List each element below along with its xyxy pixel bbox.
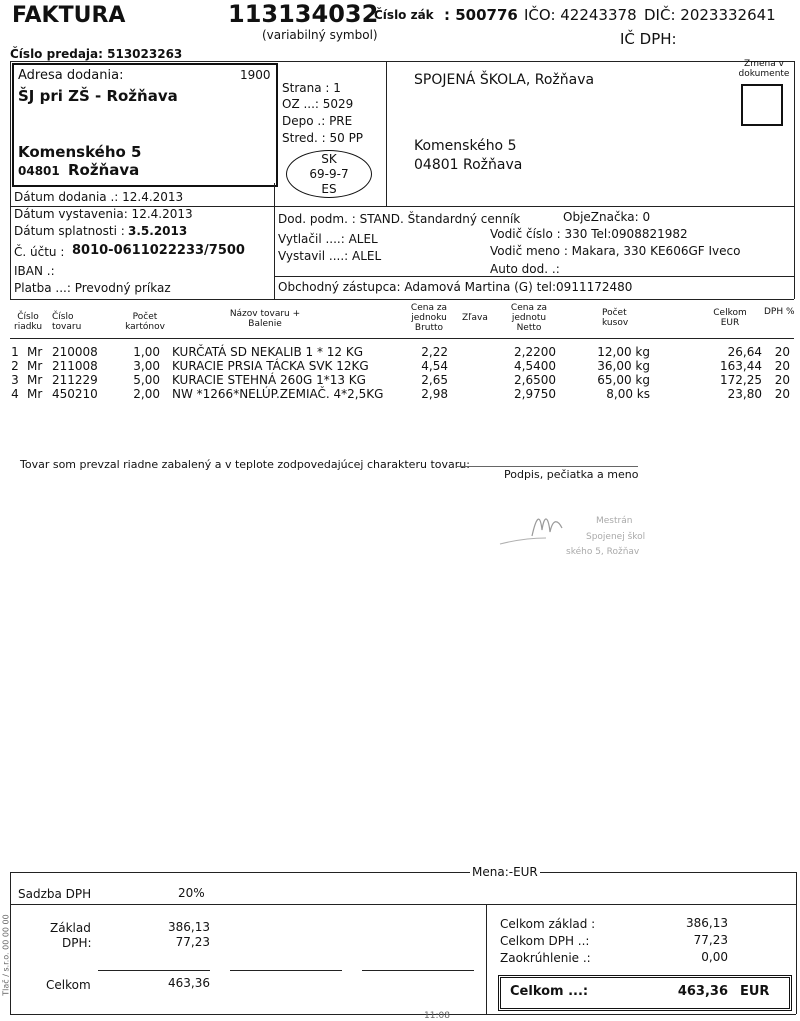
table-header-divider (10, 338, 794, 339)
frame-mid (386, 61, 387, 206)
cell-price-netto: 2,2200 (514, 345, 556, 359)
frame-left (10, 61, 11, 299)
stamp-line-3: ES (321, 182, 337, 196)
stamp-line-1: SK (321, 152, 337, 166)
vat-rate: 20% (178, 886, 205, 900)
cell-line-no: 3 (11, 373, 19, 387)
delivery-zip: 04801 (18, 164, 60, 178)
grand-total-label: Celkom ...: (510, 984, 589, 999)
grand-label: Celkom (46, 978, 91, 992)
cell-total: 26,64 (727, 345, 762, 359)
stamp-text-1: Mestrán (596, 516, 633, 526)
account-number: 8010-0611022233/7500 (72, 243, 245, 258)
table-top-divider (10, 299, 794, 300)
currency-label: Mena:-EUR (472, 865, 538, 879)
cell-cartons: 3,00 (133, 359, 160, 373)
footer-fragment: 11:08 (424, 1011, 450, 1021)
cell-line-no: 1 (11, 345, 19, 359)
rounding-value: 0,00 (701, 950, 728, 964)
driver-number: Vodič číslo : 330 Tel:0908821982 (490, 227, 688, 241)
cell-item-name: KURACIE PRSIA TÁCKA SVK 12KG (172, 359, 369, 373)
totals-base: 386,13 (686, 916, 728, 930)
cell-total: 163,44 (720, 359, 762, 373)
depo-info: Depo .: PRE (282, 114, 353, 128)
recipient-city: 04801 Rožňava (414, 157, 523, 173)
th-vat: DPH % (764, 307, 795, 317)
stamp-text-3: ského 5, Rožňav (566, 547, 640, 557)
cell-unit: Mr (27, 345, 43, 359)
customer-no-label: Číslo zák (374, 8, 434, 22)
signature-line (456, 466, 638, 467)
document-title: FAKTURA (12, 3, 126, 28)
header-divider (10, 61, 794, 62)
delivery-label: Adresa dodania: (18, 68, 124, 83)
cell-price-netto: 2,6500 (514, 373, 556, 387)
delivery-vehicle: Auto dod. .: (490, 262, 560, 276)
iban-label: IBAN .: (14, 264, 55, 278)
th-discount: Zľava (462, 313, 488, 323)
cell-cartons: 1,00 (133, 345, 160, 359)
cell-item-name: KURACIE STEHNÁ 260G 1*13 KG (172, 373, 366, 387)
delivery-date: Dátum dodania .: 12.4.2013 (14, 190, 184, 204)
cell-total: 172,25 (720, 373, 762, 387)
delivery-terms: Dod. podm. : STAND. Štandardný cenník (278, 212, 521, 226)
ic-dph-label: IČ DPH: (620, 30, 677, 48)
rounding-label: Zaokrúhlenie .: (500, 951, 591, 965)
sales-rep: Obchodný zástupca: Adamová Martina (G) tel:0911172480 (278, 280, 633, 294)
cell-item-code: 211229 (52, 373, 98, 387)
cell-line-no: 2 (11, 359, 19, 373)
cell-quantity: 12,00 kg (597, 345, 650, 359)
page-info: Strana : 1 (282, 81, 341, 95)
delivery-street: Komenského 5 (18, 143, 142, 161)
signature-label: Podpis, pečiatka a meno (504, 468, 639, 481)
totals-vat: 77,23 (693, 933, 728, 947)
dates-divider (274, 183, 275, 299)
cell-price-brutto: 2,98 (421, 387, 448, 401)
cell-item-name: NW *1266*NELÚP.ZEMIAČ. 4*2,5KG (172, 387, 384, 401)
cell-cartons: 5,00 (133, 373, 160, 387)
variable-symbol-label: (variabilný symbol) (262, 28, 378, 42)
ico-value: IČO: 42243378 (524, 6, 637, 24)
sum-line-2 (230, 970, 342, 971)
cell-vat: 20 (774, 387, 790, 401)
grand-amount: 463,36 (168, 976, 210, 990)
vat-label: DPH: (62, 936, 92, 950)
th-line-no: Číslo riadku (14, 312, 43, 332)
cell-vat: 20 (774, 373, 790, 387)
base-amount: 386,13 (168, 920, 210, 934)
totals-vat-label: Celkom DPH ..: (500, 934, 590, 948)
delivery-code: 1900 (240, 68, 271, 82)
cell-price-netto: 2,9750 (514, 387, 556, 401)
sum-line-1 (98, 970, 210, 971)
invoice-number: 113134032 (228, 0, 379, 28)
th-item-code: Číslo tovaru (52, 312, 82, 332)
oz-info: OZ ...: 5029 (282, 97, 354, 111)
sum-line-3 (362, 970, 474, 971)
change-label: Zmena v dokumente (738, 59, 790, 79)
payment-method: Platba ...: Prevodný príkaz (14, 281, 171, 295)
cell-cartons: 2,00 (133, 387, 160, 401)
summary-top-right (540, 872, 796, 873)
th-price-brutto: Cena za jednoku Brutto (410, 303, 448, 333)
cell-quantity: 8,00 ks (606, 387, 650, 401)
change-checkbox (741, 84, 783, 126)
cell-unit: Mr (27, 387, 43, 401)
cell-quantity: 65,00 kg (597, 373, 650, 387)
totals-base-label: Celkom základ : (500, 917, 596, 931)
th-total: Celkom EUR (713, 308, 747, 328)
cell-price-brutto: 2,22 (421, 345, 448, 359)
cell-unit: Mr (27, 373, 43, 387)
cell-vat: 20 (774, 345, 790, 359)
receipt-statement: Tovar som prevzal riadne zabalený a v teplote zodpovedajúcej charakteru tovaru: (20, 458, 470, 471)
due-date: 3.5.2013 (128, 224, 188, 238)
driver-name: Vodič meno : Makara, 330 KE606GF Iveco (490, 244, 741, 258)
account-label: Č. účtu : (14, 245, 65, 259)
cell-price-netto: 4,5400 (514, 359, 556, 373)
recipient-street: Komenského 5 (414, 138, 517, 154)
vat-rate-label: Sadzba DPH (18, 887, 92, 901)
delivery-city: Rožňava (68, 161, 140, 179)
cell-item-code: 450210 (52, 387, 98, 401)
issue-date: Dátum vystavenia: 12.4.2013 (14, 207, 193, 221)
stamp-text-2: Spojenej škol (586, 532, 646, 542)
th-price-netto: Cena za jednotu Netto (510, 303, 548, 333)
printed-by: Vytlačil ....: ALEL (278, 232, 378, 246)
sale-number: Číslo predaja: 513023263 (10, 47, 183, 61)
cell-total: 23,80 (727, 387, 762, 401)
delivery-name: ŠJ pri ZŠ - Rožňava (18, 87, 178, 105)
dic-value: DIČ: 2023332641 (644, 6, 776, 24)
grand-total: 463,36 (677, 984, 728, 999)
customer-no: : 500776 (444, 6, 518, 24)
summary-top-left (10, 872, 470, 873)
cell-price-brutto: 4,54 (421, 359, 448, 373)
base-label: Základ (50, 921, 91, 935)
due-date-label: Dátum splatnosti : (14, 224, 125, 238)
side-print-text: Tlač / s.r.o. 00 00 00 (1, 914, 11, 996)
cell-unit: Mr (27, 359, 43, 373)
cell-line-no: 4 (11, 387, 19, 401)
vat-amount: 77,23 (175, 935, 210, 949)
vat-rate-divider (10, 904, 486, 905)
cell-item-code: 211008 (52, 359, 98, 373)
stamp-line-2: 69-9-7 (309, 167, 349, 181)
terms-divider (274, 276, 794, 277)
recipient-name: SPOJENÁ ŠKOLA, Rožňava (414, 72, 595, 88)
cell-item-name: KURČATÁ SD NEKALIB 1 * 12 KG (172, 345, 364, 359)
summary-bottom (10, 1014, 796, 1015)
cell-price-brutto: 2,65 (421, 373, 448, 387)
th-quantity: Počet kusov (602, 308, 629, 328)
stred-info: Stred. : 50 PP (282, 131, 364, 145)
th-cartons: Počet kartónov (125, 312, 165, 332)
cell-item-code: 210008 (52, 345, 98, 359)
order-mark: ObjeZnačka: 0 (563, 210, 651, 224)
grand-total-currency: EUR (740, 984, 770, 999)
cell-vat: 20 (774, 359, 790, 373)
th-item-name: Názov tovaru + Balenie (229, 309, 301, 329)
issued-by: Vystavil ....: ALEL (278, 249, 382, 263)
cell-quantity: 36,00 kg (597, 359, 650, 373)
frame-right (794, 61, 795, 299)
